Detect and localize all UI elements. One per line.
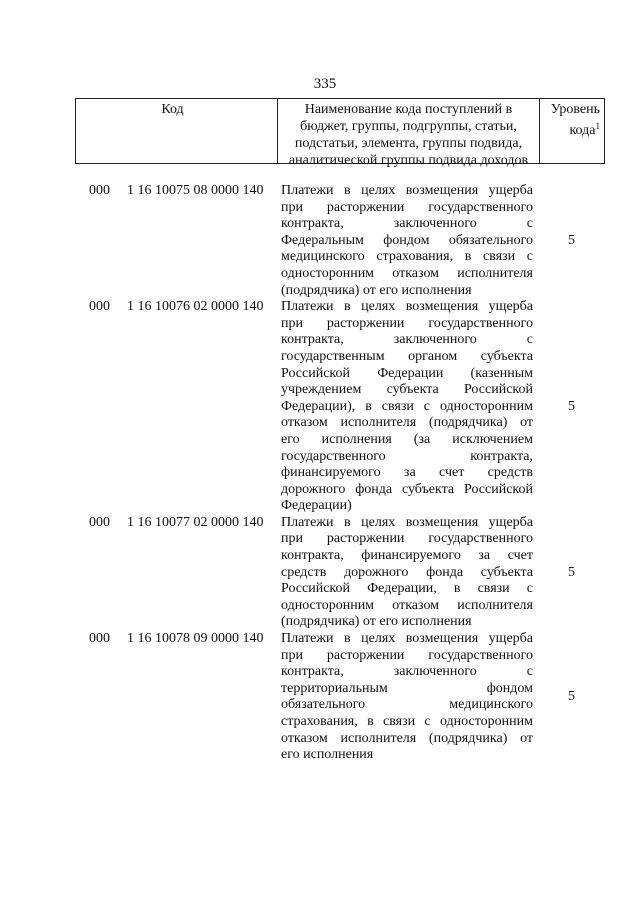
header-name: Наименование кода поступлений в бюджет, группы, подгруппы, статьи, подстатьи, элемента, группы подвида, аналитической группы подвида доходов — [278, 99, 540, 163]
name-line: при расторжении государственного — [281, 199, 533, 215]
table-row — [75, 183, 605, 299]
header-code: Код — [76, 99, 278, 163]
name-line: обязательного медицинского — [281, 697, 533, 713]
name-line: Федерации) — [281, 498, 352, 514]
table-body — [75, 183, 605, 764]
name-line: при расторжении государственного — [281, 647, 533, 663]
name-line: территориальным фондом — [281, 680, 533, 696]
header-level-label: Уровень кода — [550, 102, 600, 138]
name-line: Платежи в целях возмещения ущерба — [281, 514, 533, 530]
name-line: Платежи в целях возмещения ущерба — [281, 299, 533, 315]
code-level: 5 — [568, 689, 575, 705]
name-line: при расторжении государственного — [281, 315, 533, 331]
name-line: медицинского страхования, в связи с — [281, 249, 533, 265]
revenue-name — [277, 183, 533, 299]
name-line: при расторжении государственного — [281, 531, 533, 547]
name-line: односторонним отказом исполнителя — [281, 265, 533, 281]
code-level: 5 — [568, 398, 575, 414]
name-line: дорожного фонда субъекта Российской — [281, 481, 533, 497]
admin-code: 000 — [89, 183, 110, 198]
table-row — [75, 631, 605, 764]
revenue-code: 1 16 10077 02 0000 140 — [127, 514, 264, 530]
name-line: Российской Федерации (казенным — [281, 365, 533, 381]
table-row — [75, 515, 605, 631]
revenue-name — [277, 299, 533, 515]
name-line: его исполнения — [281, 747, 374, 763]
name-line: (подрядчика) от его исполнения — [281, 614, 472, 630]
revenue-name — [277, 515, 533, 631]
name-line: Российской Федерации, в связи с — [281, 581, 533, 597]
name-line: Федеральным фондом обязательного — [281, 232, 533, 248]
name-line: государственного контракта, — [281, 448, 533, 464]
table-row — [75, 299, 605, 515]
code-level: 5 — [568, 564, 575, 580]
code-level: 5 — [568, 232, 575, 248]
name-line: его исполнения (за исключением — [281, 431, 533, 447]
name-line: (подрядчика) от его исполнения — [281, 282, 472, 298]
name-line: страхования, в связи с односторонним — [281, 714, 533, 729]
name-line: финансируемого за счет средств — [281, 465, 533, 481]
name-line: Платежи в целях возмещения ущерба — [281, 631, 533, 647]
name-line: Федерации), в связи с односторонним — [281, 398, 533, 414]
name-line: контракта, заключенного с — [281, 216, 533, 232]
revenue-code: 1 16 10076 02 0000 140 — [127, 299, 264, 315]
name-line: односторонним отказом исполнителя — [281, 597, 533, 613]
table-header — [75, 98, 605, 168]
name-line: Платежи в целях возмещения ущерба — [281, 183, 533, 198]
revenue-code: 1 16 10075 08 0000 140 — [127, 183, 264, 198]
name-line: контракта, финансируемого за счет — [281, 548, 533, 564]
page-number: 335 — [313, 76, 337, 92]
header-level-footnote: 1 — [595, 121, 600, 131]
admin-code: 000 — [89, 299, 110, 315]
admin-code: 000 — [89, 631, 110, 647]
revenue-code: 1 16 10078 09 0000 140 — [127, 631, 264, 647]
header-level — [540, 99, 604, 163]
name-line: отказом исполнителя (подрядчика) от — [281, 730, 533, 746]
name-line: учреждением субъекта Российской — [281, 382, 533, 398]
name-line: отказом исполнителя (подрядчика) от — [281, 415, 533, 431]
name-line: средств дорожного фонда субъекта — [281, 564, 533, 580]
admin-code: 000 — [89, 514, 110, 530]
name-line: государственным органом субъекта — [281, 348, 533, 364]
name-line: контракта, заключенного с — [281, 664, 533, 680]
name-line: контракта, заключенного с — [281, 332, 533, 348]
revenue-name — [277, 631, 533, 764]
